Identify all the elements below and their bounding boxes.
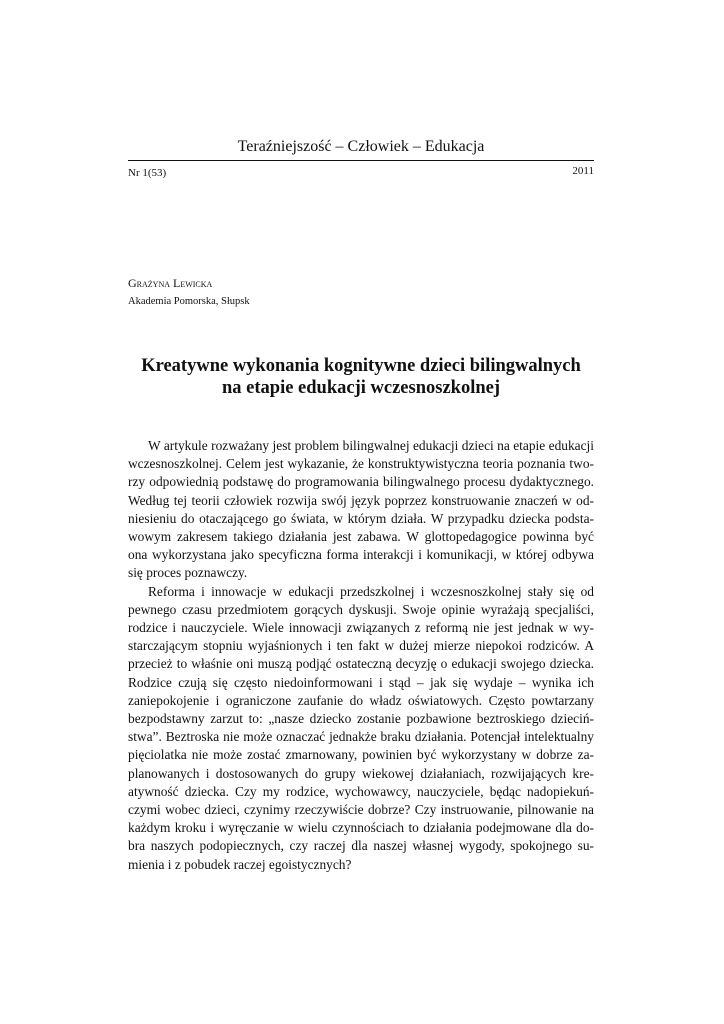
- author-name: Grażyna Lewicka: [128, 276, 213, 290]
- issue-number: Nr 1(53): [128, 167, 167, 179]
- article-title-line-2: na etapie edukacji wczesnoszkolnej: [222, 378, 500, 398]
- paragraph-abstract: W artykule rozważany jest problem bilingwalnej edukacji dzieci na etapie edukacji wczesnoszkolnej. Celem jest wykazanie, że konstruktywistyczna teoria poznania tworzy odpowiednią podstawę do programowania bilingwalnego procesu dydaktycznego. Według tej teorii człowiek rozwija swój język poprzez konstruowanie znaczeń w odniesieniu do otaczającego go świata, w którym działa. W przypadku dziecka podstawowym zakresem takiego działania jest zabawa. W glottopedagogice powinna być ona wykorzystana jako specyficzna forma interakcji i komunikacji, w której odbywa się proces poznawczy.: [128, 438, 594, 581]
- paragraph-reform: Reforma i innowacje w edukacji przedszkolnej i wczesnoszkolnej stały się od pewnego czasu przedmiotem gorących dyskusji. Swoje opinie wyrażają specjaliści, rodzice i nauczyciele. Wiele innowacji związanych z reformą nie jest jednak w wystarczającym stopniu wyjaśnionych i ten fakt w dużej mierze niepokoi rodziców. A przecież to właśnie oni muszą podjąć ostateczną decyzję o edukacji swojego dziecka. Rodzice czują się często niedoinformowani i stąd – jak się wydaje – wynika ich zaniepokojenie i ograniczone zaufanie do władz oświatowych. Często powtarzany bezpodstawny zarzut to: „nasze dziecko zostanie pozbawione beztroskiego dzieciństwa”. Beztroska nie może oznaczać jednakże braku działania. Potencjał intelektualny pięciolatka nie może zostać zmarnowany, powinien być wykorzystany w dobrze zaplanowanych i dostosowanych do grupy wiekowej działaniach, rozwijających kreatywność dziecka. Czy my rodzice, wychowawcy, nauczyciele, będąc nadopiekuńczymi wobec dzieci, czynimy rzeczywiście dobrze? Czy instruowanie, pilnowanie na każdym kroku i wyręczanie w wielu czynnościach to działania podejmowane dla dobra naszych podopiecznych, czy raczej dla naszej własnej wygody, spokojnego sumienia i z pobudek raczej egoistycznych?: [128, 583, 594, 872]
- article-body: [128, 437, 594, 874]
- journal-title: Teraźniejszość – Człowiek – Edukacja: [237, 138, 485, 155]
- article-title-line-1: Kreatywne wykonania kognitywne dzieci bilingwalnych: [141, 356, 581, 376]
- issue-year: 2011: [572, 165, 594, 177]
- author-affiliation: Akademia Pomorska, Słupsk: [128, 296, 250, 307]
- header-rule: [128, 160, 594, 161]
- article-title: [128, 355, 594, 399]
